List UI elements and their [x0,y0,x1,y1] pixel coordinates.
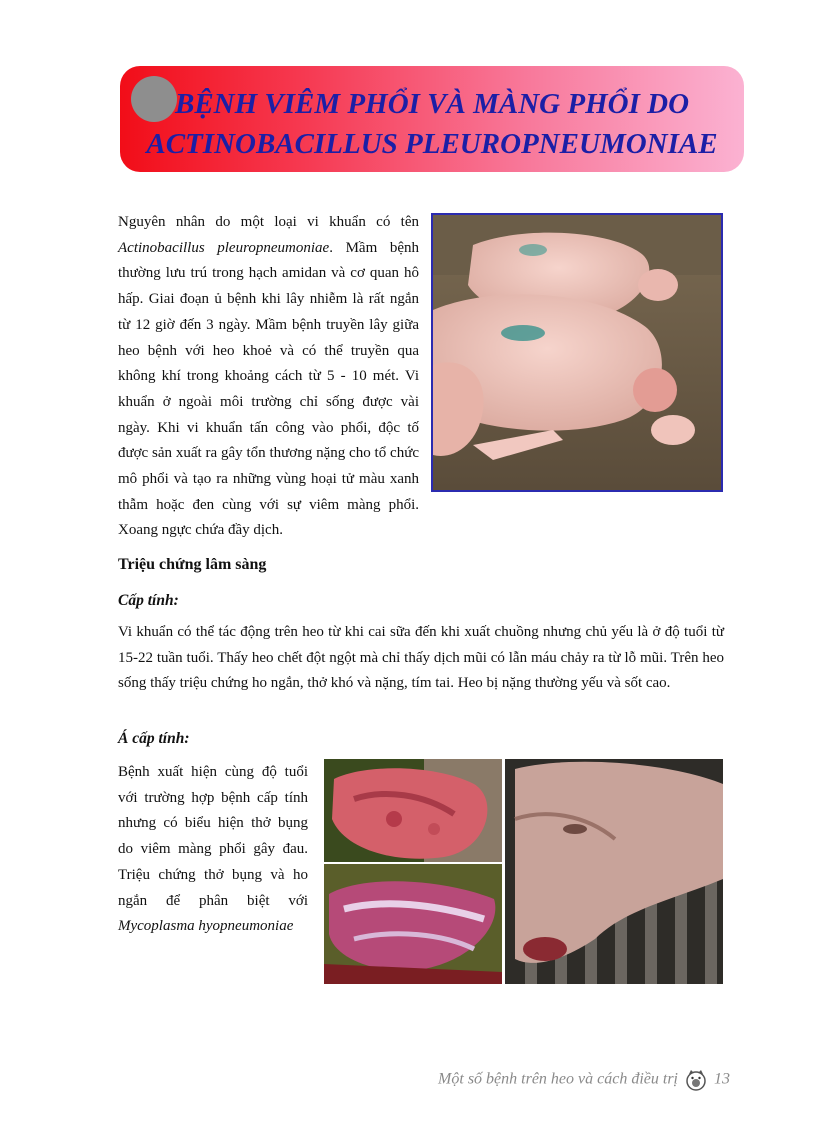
dead-pig-photo [505,759,723,984]
subacute-label: Á cấp tính: [118,730,190,747]
lung-illustration-2 [324,864,502,984]
acute-label: Cấp tính: [118,592,179,609]
lung-illustration-1 [324,759,502,862]
intro-lead: Nguyên nhân do một loại vi khuẩn có tên [118,214,419,230]
title-line-1: BỆNH VIÊM PHỔI VÀ MÀNG PHỔI DO [174,88,690,120]
intro-organism: Actinobacillus pleuropneumoniae [118,239,330,256]
sick-pigs-illustration [433,215,721,490]
intro-paragraph [118,210,419,544]
dead-pig-illustration [505,759,723,984]
subacute-organism: Mycoplasma hyopneumoniae [118,918,294,935]
title-line-2: ACTINOBACILLUS PLEUROPNEUMONIAE [146,128,718,160]
page-footer [400,1068,730,1092]
intro-body: . Mầm bệnh thường lưu trú trong hạch amidan và cơ quan hô hấp. Giai đoạn ủ bệnh khi lây nhiễm là rất ngắn từ 12 giờ đến 3 ngày. Mầm bệnh truyền lây giữa heo bệnh với heo khoẻ và có thể truyền qua không khí trong khoảng cách từ 5 - 10 mét. Vi khuẩn ở ngoài môi trường chỉ sống được vài ngày. Khi vi khuẩn tấn công vào phổi, độc tố được sản xuất ra gây tổn thương nặng cho tổ chức mô phổi và tạo ra những vùng hoại tử màu xanh thẫm hoặc đen cùng với sự viêm màng phổi. Xoang ngực chứa đầy dịch. [118,239,420,539]
subacute-paragraph [118,760,308,940]
subacute-text: Bệnh xuất hiện cùng độ tuổi với trường hợp bệnh cấp tính nhưng có biểu hiện thở bụng do viêm màng phổi gây đau. Triệu chứng thở bụng và ho ngắn để phân biệt với [118,764,308,909]
acute-paragraph: Vi khuẩn có thể tác động trên heo từ khi cai sữa đến khi xuất chuồng nhưng chủ yếu là ở độ tuổi từ 15-22 tuần tuổi. Thấy heo chết đột ngột mà chỉ thấy dịch mũi có lẫn máu chảy ra từ lỗ mũi. Trên heo sống thấy triệu chứng ho ngắn, thở khó và nặng, tím tai. Heo bị nặng thường yếu và sốt cao. [118,624,724,692]
sick-pigs-photo [431,213,723,492]
book-title: Một số bệnh trên heo và cách điều trị [438,1070,678,1088]
lung-photo-2 [324,864,502,984]
page-title [120,84,744,164]
lung-photo-1 [324,759,502,862]
pig-head-icon [686,1068,706,1092]
page-number: 13 [714,1070,730,1088]
section-heading: Triệu chứng lâm sàng [118,556,267,573]
